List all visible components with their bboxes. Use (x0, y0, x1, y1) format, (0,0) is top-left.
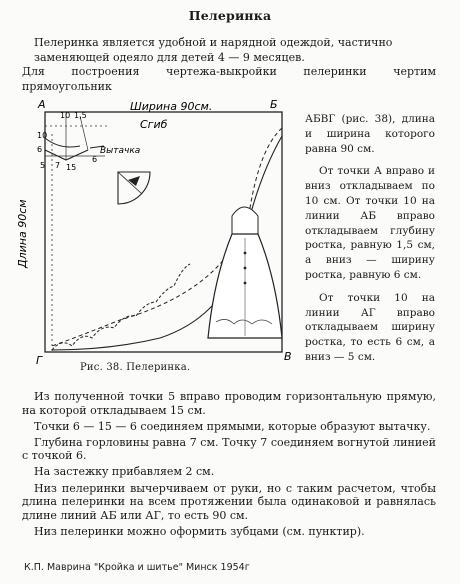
figure-caption: Рис. 38. Пелеринка. (80, 362, 191, 373)
corner-label-g: Г (36, 354, 43, 367)
marker-7: 7 (55, 161, 61, 170)
corner-label-v: В (284, 350, 292, 363)
corner-label-a: А (38, 98, 46, 111)
body-paragraph: Точки 6 — 15 — 6 соединяем прямыми, которые образуют вытачку. (34, 419, 431, 433)
marker-10: 10 (60, 111, 71, 120)
bottom-text (22, 390, 436, 541)
corner-label-b: Б (270, 98, 278, 111)
fold-label: Сгиб (140, 118, 168, 131)
dart-label: Вытачка (100, 146, 141, 156)
marker-15: 15 (66, 163, 77, 172)
marker-6-left: 6 (37, 145, 43, 154)
side-paragraph: От точки А вправо и вниз откладываем по 10 см. От точки 10 на линии АБ вправо откладываем глубину ростка, равную 1,5 см, а вниз — ширину ростка, равную 6 см. (305, 165, 435, 281)
marker-10-left: 10 (37, 131, 48, 140)
intro-text (22, 36, 436, 94)
inset-dart-fill (128, 176, 140, 186)
dart-guide (80, 116, 88, 150)
width-label: Ширина 90см. (130, 100, 213, 113)
body-paragraph: Глубина горловины равна 7 см. Точку 7 соединяем вогнутой линией с точкой 6. (22, 435, 436, 463)
intro-line: заменяющей одеяло для детей 4 — 9 месяцев. (34, 50, 305, 64)
body-paragraph: Из полученной точки 5 вправо проводим горизонтальную прямую, на которой откладываем 15 см. (22, 390, 436, 417)
source-footer: К.П. Маврина "Кройка и шитье" Минск 1954г (24, 562, 250, 573)
pattern-figure (0, 88, 300, 370)
side-text (305, 112, 435, 373)
scallop-line (52, 264, 190, 350)
side-paragraph: От точки 10 на линии АГ вправо откладываем ширину ростка, то есть 6 см, а вниз — 5 см. (305, 291, 435, 363)
dart-lines (45, 150, 88, 160)
marker-1-5: 1,5 (74, 111, 87, 120)
marker-5: 5 (40, 161, 46, 170)
side-paragraph: АБВГ (рис. 38), длина и ширина которого равна 90 см. (305, 113, 435, 155)
body-paragraph: Низ пелеринки вычерчиваем от руки, но с таким расчетом, чтобы длина пелеринки на всем протяжении была одинаковой и равнялась длине линий АБ или АГ, то есть 90 см. (22, 481, 436, 522)
cape-illustration (208, 207, 282, 338)
marker-6: 6 (92, 155, 98, 164)
neckline-curve (45, 138, 80, 147)
page-title: Пелеринка (188, 8, 272, 23)
intro-line: Для построения чертежа-выкройки пелеринки чертим прямоугольник (22, 65, 436, 93)
intro-line: Пелеринка является удобной и нарядной одеждой, частично (34, 36, 393, 49)
body-paragraph: На застежку прибавляем 2 см. (34, 465, 215, 479)
length-label: Длина 90см (16, 199, 29, 268)
inset-dart-line (118, 172, 142, 194)
body-paragraph: Низ пелеринки можно оформить зубцами (см. пунктир). (34, 524, 365, 538)
